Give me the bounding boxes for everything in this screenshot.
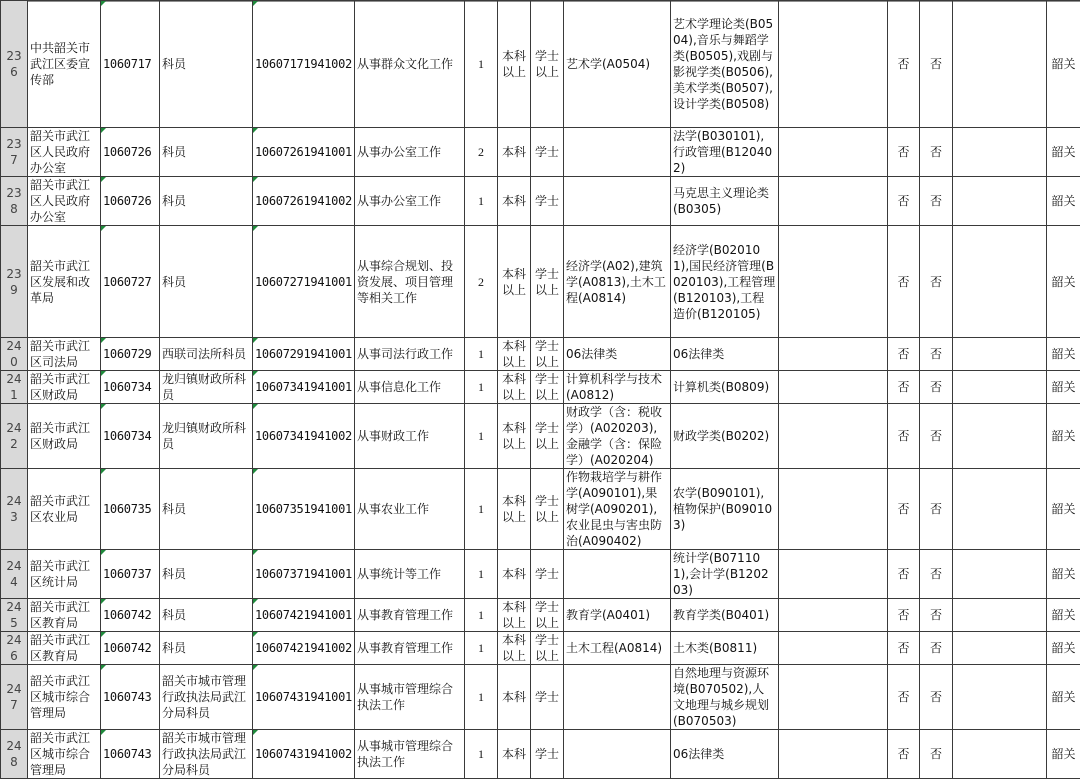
cell-flag-2[interactable]: 否	[920, 177, 953, 226]
cell-major-graduate[interactable]: 艺术学(A0504)	[564, 1, 671, 128]
cell-position[interactable]: 韶关市城市管理行政执法局武江分局科员	[160, 665, 253, 730]
cell-city[interactable]: 韶关	[1047, 128, 1080, 177]
table-row	[1, 226, 1080, 338]
cell-major-undergraduate[interactable]: 土木类(B0811)	[671, 632, 779, 665]
cell-education[interactable]: 本科以上	[498, 599, 531, 632]
cell-other-requirements[interactable]	[779, 404, 888, 469]
cell-city[interactable]: 韶关	[1047, 632, 1080, 665]
row-header[interactable]: 247	[1, 665, 28, 730]
row-header[interactable]: 244	[1, 550, 28, 599]
cell-department-code[interactable]: 1060734	[101, 371, 160, 404]
cell-headcount[interactable]: 1	[465, 404, 498, 469]
cell-note[interactable]	[953, 730, 1047, 779]
cell-flag-2[interactable]: 否	[920, 599, 953, 632]
cell-degree[interactable]: 学士	[531, 550, 564, 599]
cell-flag-1[interactable]: 否	[888, 599, 920, 632]
cell-major-undergraduate[interactable]: 06法律类	[671, 730, 779, 779]
cell-major-graduate[interactable]: 财政学（含：税收学）(A020203),金融学（含：保险学）(A020204)	[564, 404, 671, 469]
cell-flag-2[interactable]: 否	[920, 338, 953, 371]
cell-department-code[interactable]: 1060743	[101, 730, 160, 779]
table-row	[1, 469, 1080, 550]
cell-flag-1[interactable]: 否	[888, 338, 920, 371]
cell-position-code[interactable]: 10607261941002	[253, 177, 355, 226]
cell-other-requirements[interactable]	[779, 338, 888, 371]
cell-flag-1[interactable]: 否	[888, 128, 920, 177]
cell-headcount[interactable]: 1	[465, 1, 498, 128]
cell-major-undergraduate[interactable]: 法学(B030101),行政管理(B120402)	[671, 128, 779, 177]
cell-flag-1[interactable]: 否	[888, 1, 920, 128]
cell-department-code[interactable]: 1060735	[101, 469, 160, 550]
cell-education[interactable]: 本科以上	[498, 469, 531, 550]
cell-department-code[interactable]: 1060743	[101, 665, 160, 730]
cell-major-graduate[interactable]	[564, 177, 671, 226]
cell-flag-2[interactable]: 否	[920, 469, 953, 550]
cell-major-graduate[interactable]: 教育学(A0401)	[564, 599, 671, 632]
cell-flag-1[interactable]: 否	[888, 404, 920, 469]
cell-position-code[interactable]: 10607261941001	[253, 128, 355, 177]
cell-position-code[interactable]: 10607271941001	[253, 226, 355, 338]
cell-major-graduate[interactable]: 经济学(A02),建筑学(A0813),土木工程(A0814)	[564, 226, 671, 338]
cell-position[interactable]: 科员	[160, 599, 253, 632]
cell-position[interactable]: 龙归镇财政所科员	[160, 404, 253, 469]
cell-major-undergraduate[interactable]: 计算机类(B0809)	[671, 371, 779, 404]
cell-major-graduate[interactable]: 作物栽培学与耕作学(A090101),果树学(A090201),农业昆虫与害虫防治(A090402)	[564, 469, 671, 550]
cell-department-code[interactable]: 1060729	[101, 338, 160, 371]
cell-education[interactable]: 本科	[498, 730, 531, 779]
cell-city[interactable]: 韶关	[1047, 371, 1080, 404]
cell-duty[interactable]: 从事城市管理综合执法工作	[355, 730, 465, 779]
cell-other-requirements[interactable]	[779, 599, 888, 632]
cell-city[interactable]: 韶关	[1047, 226, 1080, 338]
cell-degree[interactable]: 学士以上	[531, 404, 564, 469]
cell-flag-1[interactable]: 否	[888, 665, 920, 730]
row-header[interactable]: 241	[1, 371, 28, 404]
cell-city[interactable]: 韶关	[1047, 550, 1080, 599]
table-row	[1, 177, 1080, 226]
cell-education[interactable]: 本科	[498, 128, 531, 177]
cell-duty[interactable]: 从事办公室工作	[355, 128, 465, 177]
cell-major-graduate[interactable]: 计算机科学与技术(A0812)	[564, 371, 671, 404]
cell-note[interactable]	[953, 177, 1047, 226]
cell-flag-2[interactable]: 否	[920, 371, 953, 404]
cell-city[interactable]: 韶关	[1047, 599, 1080, 632]
table-row	[1, 550, 1080, 599]
cell-headcount[interactable]: 2	[465, 128, 498, 177]
cell-department-code[interactable]: 1060734	[101, 404, 160, 469]
cell-headcount[interactable]: 1	[465, 730, 498, 779]
cell-note[interactable]	[953, 599, 1047, 632]
table-row	[1, 404, 1080, 469]
cell-department-code[interactable]: 1060726	[101, 177, 160, 226]
row-header[interactable]: 237	[1, 128, 28, 177]
table-row	[1, 338, 1080, 371]
cell-department-code[interactable]: 1060727	[101, 226, 160, 338]
cell-headcount[interactable]: 1	[465, 469, 498, 550]
row-header[interactable]: 245	[1, 599, 28, 632]
cell-department[interactable]: 韶关市武江区农业局	[28, 469, 101, 550]
cell-department[interactable]: 韶关市武江区教育局	[28, 632, 101, 665]
cell-city[interactable]: 韶关	[1047, 469, 1080, 550]
cell-other-requirements[interactable]	[779, 469, 888, 550]
cell-major-undergraduate[interactable]: 马克思主义理论类(B0305)	[671, 177, 779, 226]
row-header[interactable]: 236	[1, 1, 28, 128]
table-row	[1, 1, 1080, 128]
cell-note[interactable]	[953, 469, 1047, 550]
cell-degree[interactable]: 学士	[531, 665, 564, 730]
cell-flag-2[interactable]: 否	[920, 1, 953, 128]
row-header[interactable]: 238	[1, 177, 28, 226]
cell-degree[interactable]: 学士	[531, 128, 564, 177]
cell-flag-2[interactable]: 否	[920, 730, 953, 779]
cell-degree[interactable]: 学士以上	[531, 226, 564, 338]
cell-position-code[interactable]: 10607351941001	[253, 469, 355, 550]
cell-major-undergraduate[interactable]: 统计学(B071101),会计学(B120203)	[671, 550, 779, 599]
cell-flag-2[interactable]: 否	[920, 632, 953, 665]
cell-department[interactable]: 中共韶关市武江区委宣传部	[28, 1, 101, 128]
cell-other-requirements[interactable]	[779, 177, 888, 226]
cell-city[interactable]: 韶关	[1047, 338, 1080, 371]
row-header[interactable]: 246	[1, 632, 28, 665]
table-row	[1, 632, 1080, 665]
cell-degree[interactable]: 学士以上	[531, 338, 564, 371]
cell-city[interactable]: 韶关	[1047, 1, 1080, 128]
cell-city[interactable]: 韶关	[1047, 404, 1080, 469]
cell-position-code[interactable]: 10607171941002	[253, 1, 355, 128]
cell-duty[interactable]: 从事农业工作	[355, 469, 465, 550]
cell-other-requirements[interactable]	[779, 550, 888, 599]
cell-flag-1[interactable]: 否	[888, 550, 920, 599]
cell-note[interactable]	[953, 404, 1047, 469]
cell-department-code[interactable]: 1060717	[101, 1, 160, 128]
cell-major-graduate[interactable]	[564, 665, 671, 730]
cell-note[interactable]	[953, 632, 1047, 665]
cell-headcount[interactable]: 2	[465, 226, 498, 338]
cell-note[interactable]	[953, 665, 1047, 730]
cell-degree[interactable]: 学士	[531, 177, 564, 226]
cell-duty[interactable]: 从事信息化工作	[355, 371, 465, 404]
row-header[interactable]: 243	[1, 469, 28, 550]
cell-flag-1[interactable]: 否	[888, 730, 920, 779]
cell-department[interactable]: 韶关市武江区人民政府办公室	[28, 128, 101, 177]
cell-headcount[interactable]: 1	[465, 371, 498, 404]
cell-department[interactable]: 韶关市武江区人民政府办公室	[28, 177, 101, 226]
cell-major-graduate[interactable]	[564, 730, 671, 779]
cell-other-requirements[interactable]	[779, 1, 888, 128]
cell-major-graduate[interactable]	[564, 550, 671, 599]
cell-major-graduate[interactable]: 土木工程(A0814)	[564, 632, 671, 665]
cell-position-code[interactable]: 10607431941002	[253, 730, 355, 779]
cell-city[interactable]: 韶关	[1047, 177, 1080, 226]
cell-position[interactable]: 科员	[160, 226, 253, 338]
cell-position-code[interactable]: 10607431941001	[253, 665, 355, 730]
cell-position[interactable]: 科员	[160, 469, 253, 550]
cell-major-undergraduate[interactable]: 自然地理与资源环境(B070502),人文地理与城乡规划(B070503)	[671, 665, 779, 730]
cell-degree[interactable]: 学士以上	[531, 469, 564, 550]
cell-duty[interactable]: 从事统计等工作	[355, 550, 465, 599]
cell-other-requirements[interactable]	[779, 632, 888, 665]
cell-headcount[interactable]: 1	[465, 338, 498, 371]
cell-position-code[interactable]: 10607371941001	[253, 550, 355, 599]
cell-department[interactable]: 韶关市武江区财政局	[28, 371, 101, 404]
row-header[interactable]: 239	[1, 226, 28, 338]
cell-flag-1[interactable]: 否	[888, 226, 920, 338]
row-header[interactable]: 242	[1, 404, 28, 469]
cell-degree[interactable]: 学士以上	[531, 1, 564, 128]
cell-major-undergraduate[interactable]: 财政学类(B0202)	[671, 404, 779, 469]
cell-major-undergraduate[interactable]: 06法律类	[671, 338, 779, 371]
cell-education[interactable]: 本科	[498, 665, 531, 730]
cell-flag-1[interactable]: 否	[888, 469, 920, 550]
cell-city[interactable]: 韶关	[1047, 665, 1080, 730]
cell-other-requirements[interactable]	[779, 665, 888, 730]
cell-education[interactable]: 本科以上	[498, 1, 531, 128]
cell-flag-2[interactable]: 否	[920, 550, 953, 599]
cell-education[interactable]: 本科以上	[498, 371, 531, 404]
cell-duty[interactable]: 从事综合规划、投资发展、项目管理等相关工作	[355, 226, 465, 338]
cell-other-requirements[interactable]	[779, 730, 888, 779]
cell-note[interactable]	[953, 1, 1047, 128]
cell-other-requirements[interactable]	[779, 226, 888, 338]
cell-degree[interactable]: 学士以上	[531, 599, 564, 632]
table-row	[1, 665, 1080, 730]
cell-flag-2[interactable]: 否	[920, 128, 953, 177]
cell-headcount[interactable]: 1	[465, 177, 498, 226]
cell-flag-1[interactable]: 否	[888, 371, 920, 404]
cell-major-graduate[interactable]	[564, 128, 671, 177]
cell-department-code[interactable]: 1060726	[101, 128, 160, 177]
sheet-body	[1, 1, 1080, 779]
cell-position[interactable]: 科员	[160, 128, 253, 177]
cell-flag-2[interactable]: 否	[920, 226, 953, 338]
cell-degree[interactable]: 学士以上	[531, 632, 564, 665]
cell-education[interactable]: 本科	[498, 177, 531, 226]
cell-city[interactable]: 韶关	[1047, 730, 1080, 779]
cell-education[interactable]: 本科以上	[498, 338, 531, 371]
cell-other-requirements[interactable]	[779, 128, 888, 177]
cell-position[interactable]: 韶关市城市管理行政执法局武江分局科员	[160, 730, 253, 779]
cell-note[interactable]	[953, 128, 1047, 177]
cell-degree[interactable]: 学士	[531, 730, 564, 779]
cell-department-code[interactable]: 1060742	[101, 599, 160, 632]
table-row	[1, 599, 1080, 632]
cell-department[interactable]: 韶关市武江区统计局	[28, 550, 101, 599]
cell-duty[interactable]: 从事司法行政工作	[355, 338, 465, 371]
cell-degree[interactable]: 学士以上	[531, 371, 564, 404]
cell-position[interactable]: 西联司法所科员	[160, 338, 253, 371]
cell-flag-2[interactable]: 否	[920, 665, 953, 730]
cell-major-graduate[interactable]: 06法律类	[564, 338, 671, 371]
cell-department[interactable]: 韶关市武江区城市综合管理局	[28, 665, 101, 730]
table-row	[1, 730, 1080, 779]
cell-flag-1[interactable]: 否	[888, 177, 920, 226]
cell-headcount[interactable]: 1	[465, 632, 498, 665]
cell-education[interactable]: 本科以上	[498, 404, 531, 469]
cell-position-code[interactable]: 10607421941002	[253, 632, 355, 665]
cell-position[interactable]: 科员	[160, 550, 253, 599]
cell-duty[interactable]: 从事教育管理工作	[355, 599, 465, 632]
cell-position[interactable]: 科员	[160, 632, 253, 665]
cell-major-undergraduate[interactable]: 艺术学理论类(B0504),音乐与舞蹈学类(B0505),戏剧与影视学类(B0506),美术学类(B0507),设计学类(B0508)	[671, 1, 779, 128]
cell-department[interactable]: 韶关市武江区财政局	[28, 404, 101, 469]
cell-headcount[interactable]: 1	[465, 599, 498, 632]
cell-note[interactable]	[953, 550, 1047, 599]
cell-flag-1[interactable]: 否	[888, 632, 920, 665]
cell-note[interactable]	[953, 338, 1047, 371]
table-row	[1, 371, 1080, 404]
cell-duty[interactable]: 从事财政工作	[355, 404, 465, 469]
cell-headcount[interactable]: 1	[465, 550, 498, 599]
cell-duty[interactable]: 从事群众文化工作	[355, 1, 465, 128]
table-row	[1, 128, 1080, 177]
cell-position-code[interactable]: 10607341941002	[253, 404, 355, 469]
cell-note[interactable]	[953, 226, 1047, 338]
cell-department[interactable]: 韶关市武江区教育局	[28, 599, 101, 632]
row-header[interactable]: 248	[1, 730, 28, 779]
row-header[interactable]: 240	[1, 338, 28, 371]
cell-major-undergraduate[interactable]: 经济学(B020101),国民经济管理(B020103),工程管理(B120103),工程造价(B120105)	[671, 226, 779, 338]
cell-position[interactable]: 龙归镇财政所科员	[160, 371, 253, 404]
cell-major-undergraduate[interactable]: 教育学类(B0401)	[671, 599, 779, 632]
cell-department[interactable]: 韶关市武江区城市综合管理局	[28, 730, 101, 779]
cell-position[interactable]: 科员	[160, 177, 253, 226]
cell-department[interactable]: 韶关市武江区司法局	[28, 338, 101, 371]
cell-headcount[interactable]: 1	[465, 665, 498, 730]
cell-other-requirements[interactable]	[779, 371, 888, 404]
cell-major-undergraduate[interactable]: 农学(B090101),植物保护(B090103)	[671, 469, 779, 550]
cell-position[interactable]: 科员	[160, 1, 253, 128]
cell-position-code[interactable]: 10607421941001	[253, 599, 355, 632]
cell-department-code[interactable]: 1060742	[101, 632, 160, 665]
cell-education[interactable]: 本科以上	[498, 632, 531, 665]
cell-duty[interactable]: 从事城市管理综合执法工作	[355, 665, 465, 730]
cell-duty[interactable]: 从事办公室工作	[355, 177, 465, 226]
cell-flag-2[interactable]: 否	[920, 404, 953, 469]
cell-education[interactable]: 本科	[498, 550, 531, 599]
cell-position-code[interactable]: 10607341941001	[253, 371, 355, 404]
cell-note[interactable]	[953, 371, 1047, 404]
cell-position-code[interactable]: 10607291941001	[253, 338, 355, 371]
cell-education[interactable]: 本科以上	[498, 226, 531, 338]
cell-duty[interactable]: 从事教育管理工作	[355, 632, 465, 665]
cell-department-code[interactable]: 1060737	[101, 550, 160, 599]
cell-department[interactable]: 韶关市武江区发展和改革局	[28, 226, 101, 338]
